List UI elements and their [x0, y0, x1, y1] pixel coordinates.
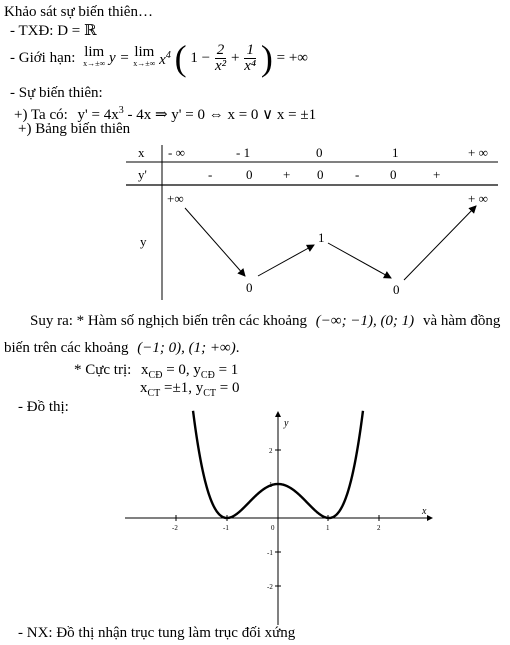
suy-ra-text: và hàm đồng: [422, 313, 501, 329]
table-y-top-left: +∞: [167, 191, 184, 206]
do-thi-heading: - Đồ thị:: [18, 399, 69, 415]
txd-line: - TXĐ: D = ℝ: [10, 23, 97, 39]
lim-sub: x→±∞: [133, 59, 156, 68]
x-tick-label: 1: [326, 524, 330, 532]
lim-word: lim: [134, 44, 155, 60]
deriv-exp: 3: [118, 105, 124, 116]
y-tick-label: -2: [267, 583, 273, 591]
table-yp-value: +: [433, 167, 441, 182]
lim-sub: x→±∞: [83, 59, 106, 68]
table-x-value: + ∞: [468, 145, 488, 160]
table-y-min-right: 0: [393, 282, 400, 297]
cd-y-sub: CĐ: [200, 370, 215, 381]
y-equals: y =: [109, 50, 130, 66]
ct-x-val: =±1, y: [160, 380, 204, 396]
table-x-value: - ∞: [168, 145, 185, 160]
table-x-value: 0: [316, 145, 323, 160]
one-minus: 1 −: [190, 50, 211, 66]
deriv-rest: - 4x ⇒ y' = 0 ⇔ x = 0 ∨ x = ±1: [123, 107, 317, 123]
table-y-min-left: 0: [246, 280, 253, 295]
interval-decreasing: (−∞; −1), (0; 1): [315, 313, 415, 329]
table-yp-value: +: [283, 167, 291, 182]
ta-co-prefix: +) Ta có:: [14, 107, 68, 123]
y-tick-label: 1: [269, 481, 273, 489]
cd-y-val: = 1: [214, 362, 239, 378]
origin-label: 0: [271, 524, 275, 532]
x-tick-label: -2: [172, 524, 178, 532]
cuc-tri-label: * Cực trị:: [74, 362, 132, 378]
nx-line: - NX: Đồ thị nhận trục tung làm trục đối xứng: [18, 625, 296, 641]
x-axis-label: x: [422, 506, 427, 517]
table-yp-value: -: [355, 167, 360, 182]
y-tick-label: 2: [269, 447, 273, 455]
right-paren: ): [260, 38, 273, 78]
lim-word: lim: [84, 44, 105, 60]
table-yp-label: y': [138, 167, 147, 182]
y-axis-label: y: [284, 418, 289, 429]
deriv-part: y' = 4x: [77, 107, 119, 123]
table-y-label: y: [140, 234, 147, 249]
cd-x-sub: CĐ: [148, 370, 163, 381]
suy-ra-text: Suy ra: * Hàm số nghịch biến trên các khoảng: [30, 313, 308, 329]
frac-den: x⁴: [244, 57, 257, 74]
left-paren: (: [174, 38, 187, 78]
table-x-value: - 1: [236, 145, 251, 160]
limit-result: = +∞: [276, 50, 308, 66]
table-y-top-right: + ∞: [468, 191, 488, 206]
table-yp-value: -: [208, 167, 213, 182]
y-tick-label: -1: [267, 549, 273, 557]
ct-x-sub: CT: [147, 388, 161, 399]
table-yp-value: 0: [390, 167, 397, 182]
table-x-value: 1: [392, 145, 399, 160]
table-y-max: 1: [318, 230, 325, 245]
frac-num: 1: [244, 43, 256, 59]
limit-prefix: - Giới hạn:: [10, 50, 76, 66]
su-bien-thien-heading: - Sự biến thiên:: [10, 85, 103, 101]
plus-sign: +: [231, 50, 240, 66]
period: .: [235, 340, 240, 356]
table-yp-value: 0: [317, 167, 324, 182]
ct-x: x: [140, 380, 148, 396]
x4-base: x: [159, 52, 166, 68]
interval-increasing: (−1; 0), (1; +∞): [137, 340, 236, 356]
x4-exp: 4: [165, 50, 171, 61]
frac-num: 2: [216, 41, 225, 58]
x-tick-label: 2: [377, 524, 381, 532]
ct-y-val: = 0: [216, 380, 240, 396]
suy-ra-text: biến trên các khoảng: [4, 340, 129, 356]
section-title: Khảo sát sự biến thiên…: [4, 4, 153, 20]
frac-den: x²: [214, 57, 227, 74]
cd-x-val: = 0, y: [162, 362, 201, 378]
table-x-label: x: [138, 145, 145, 160]
table-yp-value: 0: [246, 167, 253, 182]
ct-y-sub: CT: [203, 388, 217, 399]
cd-x: x: [141, 362, 149, 378]
bang-bien-thien-heading: +) Bảng biến thiên: [18, 121, 131, 137]
x-tick-label: -1: [223, 524, 229, 532]
